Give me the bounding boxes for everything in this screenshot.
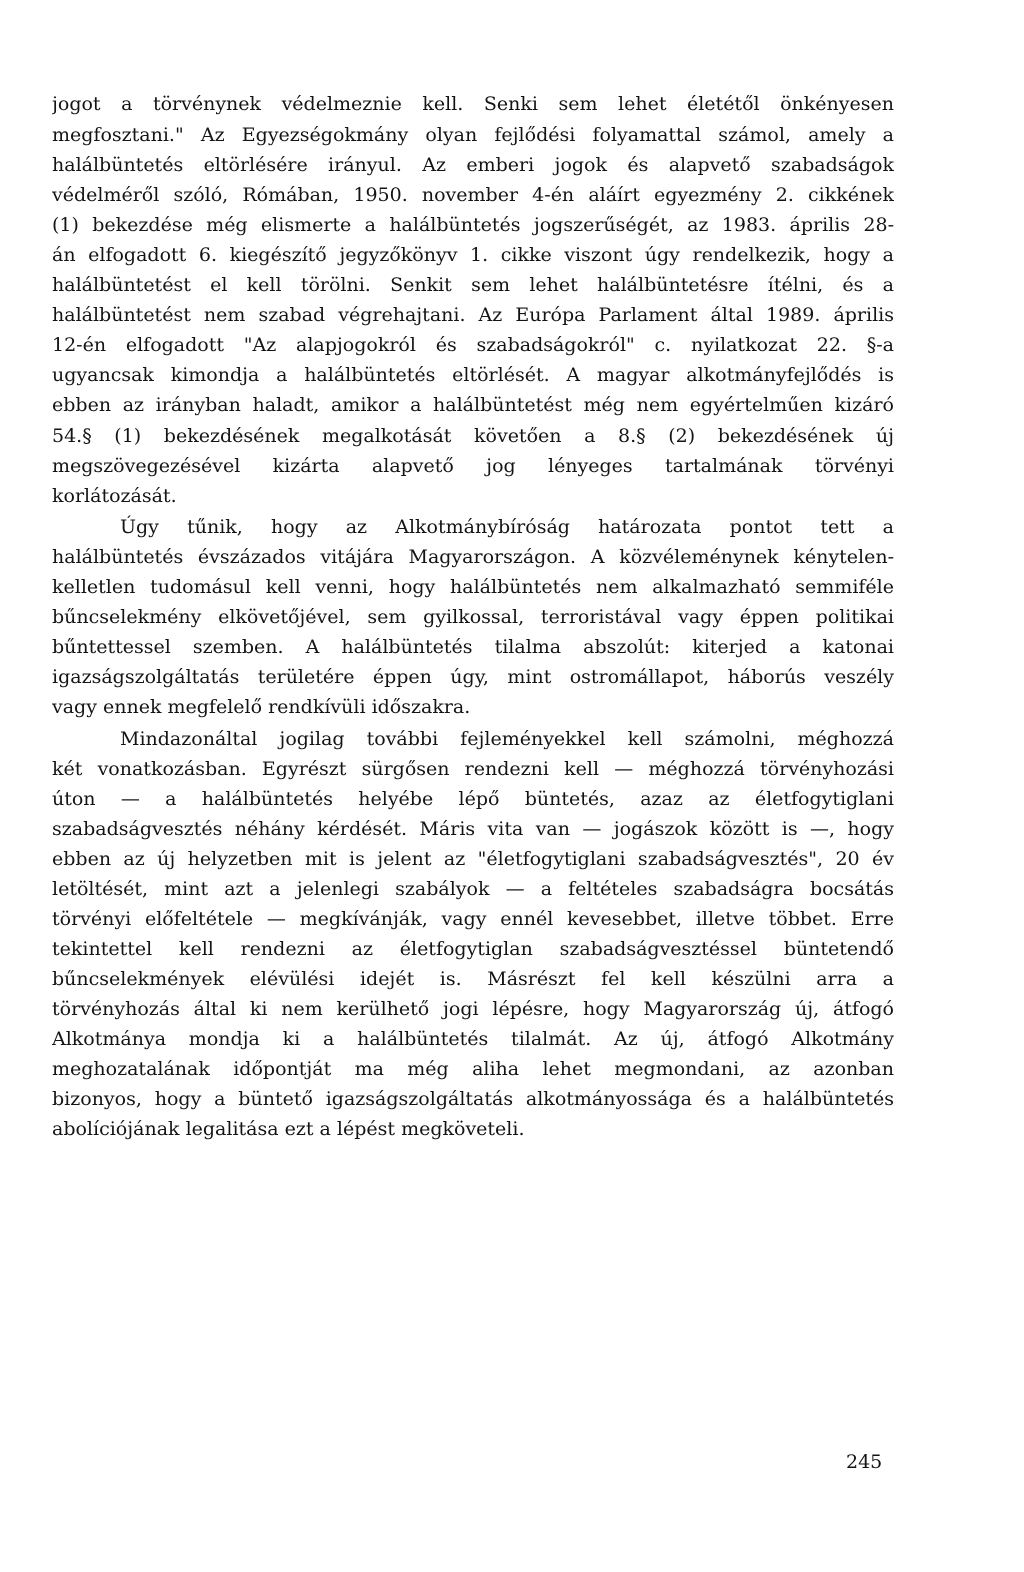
text-line: ebben az új helyzetben mit is jelent az "életfogytiglani szabadságvesztés", 20 év [52, 848, 894, 870]
text-line: letöltését, mint azt a jelenlegi szabályok — a feltételes szabadságra bocsátás [52, 878, 894, 900]
text-line: bűncselekmények elévülési idejét is. Másrészt fel kell készülni arra a [52, 968, 894, 990]
text-line: Úgy tűnik, hogy az Alkotmánybíróság határozata pontot tett a [120, 516, 894, 538]
text-line: megfosztani." Az Egyezségokmány olyan fejlődési folyamattal számol, amely a [52, 124, 894, 146]
text-line: jogot a törvénynek védelmeznie kell. Senki sem lehet életétől önkényesen [52, 93, 894, 115]
text-line: igazságszolgáltatás területére éppen úgy, mint ostromállapot, háborús veszély [52, 666, 894, 688]
text-line: abolíciójának legalitása ezt a lépést megköveteli. [52, 1118, 525, 1140]
text-line: bűntettessel szemben. A halálbüntetés tilalma abszolút: kiterjed a katonai [52, 636, 894, 658]
text-line: tekintettel kell rendezni az életfogytiglan szabadságvesztéssel büntetendő [52, 938, 894, 960]
text-line: halálbüntetést el kell törölni. Senkit sem lehet halálbüntetésre ítélni, és a [52, 274, 894, 296]
text-line: halálbüntetés eltörlésére irányul. Az emberi jogok és alapvető szabadságok [52, 154, 894, 176]
text-line: halálbüntetést nem szabad végrehajtani. Az Európa Parlament által 1989. április [52, 304, 894, 326]
text-line: ugyancsak kimondja a halálbüntetés eltörlését. A magyar alkotmányfejlődés is [52, 364, 894, 386]
text-line: Mindazonáltal jogilag további fejleményekkel kell számolni, méghozzá [120, 728, 894, 750]
text-line: bizonyos, hogy a büntető igazságszolgáltatás alkotmányossága és a halálbüntetés [52, 1088, 894, 1110]
text-line: 12-én elfogadott "Az alapjogokról és szabadságokról" c. nyilatkozat 22. §-a [52, 334, 894, 356]
text-line: ebben az irányban haladt, amikor a halálbüntetést még nem egyértelműen kizáró [52, 394, 894, 416]
text-line: bűncselekmény elkövetőjével, sem gyilkossal, terroristával vagy éppen politikai [52, 606, 894, 628]
text-line: törvényi előfeltétele — megkívánják, vagy ennél kevesebbet, illetve többet. Erre [52, 908, 894, 930]
text-line: korlátozását. [52, 485, 177, 507]
text-line: 54.§ (1) bekezdésének megalkotását követően a 8.§ (2) bekezdésének új [52, 425, 894, 447]
text-line: két vonatkozásban. Egyrészt sürgősen rendezni kell — méghozzá törvényhozási [52, 758, 894, 780]
text-line: megszövegezésével kizárta alapvető jog lényeges tartalmának törvényi [52, 455, 894, 477]
text-line: szabadságvesztés néhány kérdését. Máris vita van — jogászok között is —, hogy [52, 818, 894, 840]
text-line: törvényhozás által ki nem kerülhető jogi lépésre, hogy Magyarország új, átfogó [52, 998, 894, 1020]
text-line: meghozatalának időpontját ma még aliha lehet megmondani, az azonban [52, 1058, 894, 1080]
text-line: kelletlen tudomásul kell venni, hogy halálbüntetés nem alkalmazható semmiféle [52, 576, 894, 598]
text-line: védelméről szóló, Rómában, 1950. november 4-én aláírt egyezmény 2. cikkének [52, 184, 894, 206]
text-line: án elfogadott 6. kiegészítő jegyzőkönyv 1. cikke viszont úgy rendelkezik, hogy a [52, 244, 894, 266]
page-number: 245 [846, 1451, 883, 1473]
text-line: vagy ennek megfelelő rendkívüli időszakra. [52, 696, 471, 718]
text-line: (1) bekezdése még elismerte a halálbüntetés jogszerűségét, az 1983. április 28- [52, 214, 894, 236]
text-line: Alkotmánya mondja ki a halálbüntetés tilalmát. Az új, átfogó Alkotmány [52, 1028, 894, 1050]
text-line: úton — a halálbüntetés helyébe lépő büntetés, azaz az életfogytiglani [52, 788, 894, 810]
text-line: halálbüntetés évszázados vitájára Magyarországon. A közvéleménynek kénytelen- [52, 546, 894, 568]
